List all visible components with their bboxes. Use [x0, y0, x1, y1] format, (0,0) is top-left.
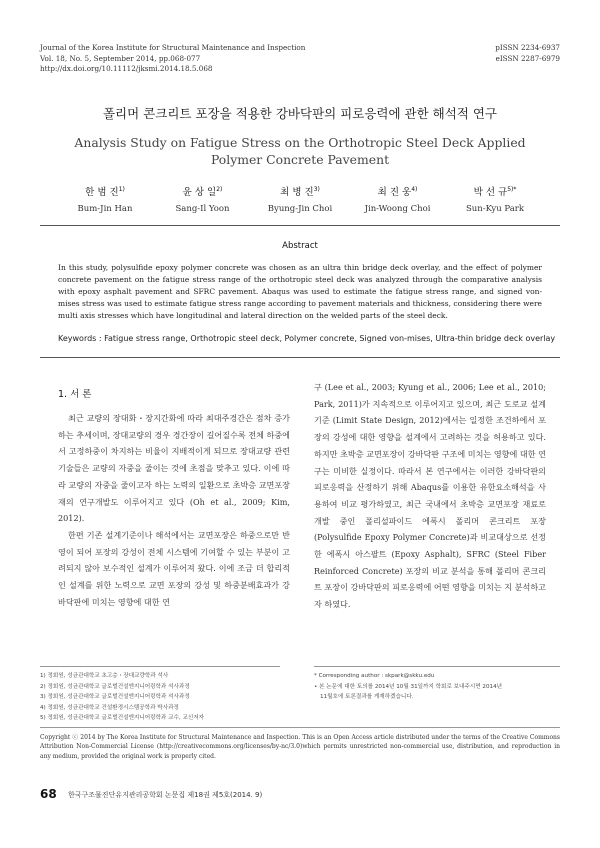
eissn: eISSN 2287-6979	[495, 53, 560, 63]
body-paragraph: 한편 기존 설계기준이나 해석에서는 교면포장은 하중으로만 반영이 되어 포장의 강성이 전체 시스템에 기여할 수 있는 부분이 고려되지 않아 보수적인 설계가 이루어져 왔다. 이에 조금 더 합리적인 설계를 위한 노력으로 교면 포장의 강성 및 하중분배효과가 강바닥판에 미치는 영향에 대한 연	[58, 529, 290, 607]
title-korean: 폴리머 콘크리트 포장을 적용한 강바닥판의 피로응력에 관한 해석적 연구	[102, 106, 498, 121]
journal-volume: Vol. 18, No. 5, September 2014, pp.068-077	[40, 53, 201, 63]
keywords: Keywords : Fatigue stress range, Orthotropic steel deck, Polymer concrete, Signed von-mises, Ultra-thin bridge deck overlay	[58, 334, 556, 343]
body-paragraph: 최근 교량의 장대화・장지간화에 따라 최대주경간은 점차 증가하는 추세이며, 장대교량의 경우 경간장이 길어질수록 전체 하중에서 고정하중이 차지하는 비율이 지배적이게 되므로 장대교량 관련 기술들은 교량의 자중을 줄이는 것에 초점을 맞추고 있다. 이에 따라 교량의 자중을 줄이고자 하는 노력의 일환으로 초박층 교면포장재의 연구개발도 이루어지고 있다 (Oh et al., 2009; Kim, 2012).	[58, 413, 290, 524]
abstract-heading: Abstract	[282, 241, 318, 251]
body-left-column	[58, 410, 290, 610]
copyright-notice: Copyright ⓒ 2014 by The Korea Institute for Structural Maintenance and Inspection. This is an Open Access article distributed under the terms of the Creative Commons Attribution Non-Commercial License (http://creativecommons.org/licenses/by-nc/3.0)which permits unrestricted non-commercial use, distribution, and reproduction in any medium, provided the original work is properly cited.	[40, 734, 560, 760]
footnote: 5) 정회원, 성균관대학교 글로벌건설엔지니어링학과 교수, 교신저자	[40, 715, 205, 721]
author	[450, 184, 540, 214]
body-paragraph: 구 (Lee et al., 2003; Kyung et al., 2006; Lee et al., 2010; Park, 2011)가 지속적으로 이루어지고 있으며, 최근 도로교 설계기준 (Limit State Design, 2012)에서는 일정한 조건하에서 포장의 강성에 대한 영향을 설계에서 고려하는 것을 허용하고 있다. 하지만 초박층 교면포장이 강바닥판 구조에 미치는 영향에 대한 연구는 미비한 실정이다. 따라서 본 연구에서는 이러한 강바닥판의 피로응력을 산정하기 위해 Abaqus를 이용한 유한요소해석을 사용하여 비교 평가하였고, 최근 국내에서 초박층 교면포장 재료로 개발 중인 폴리설파이드 에폭시 폴리머 콘크리트 포장 (Polysulfide Epoxy Polymer Concrete)과 비교대상으로 선정한 에폭시 아스팔트 (Epoxy Asphalt), SFRC (Steel Fiber Reinforced Concrete) 포장의 비교 분석을 통해 폴리머 콘크리트 포장이 강바닥판의 피로응력에 어떤 영향을 미치는 지 분석하고자 하였다.	[314, 382, 546, 610]
author-affiliation-mark: 3)	[313, 185, 320, 193]
abstract-text: In this study, polysulfide epoxy polymer concrete was chosen as an ultra thin bridge deck overlay, and the effect of polymer concrete pavement on the fatigue stress range of the orthotropic steel deck was analyzed through the comparative analysis with epoxy asphalt pavement and SFRC pavement. Abaqus was used to estimate the fatigue stress range, and signed von-mises stress was used to estimate fatigue stress range according to pavement materials and thickness, considering there were multi axis stresses which have longitudinal and lateral direction on the welded parts of the steel deck.	[58, 263, 542, 320]
title-english-line: Analysis Study on Fatigue Stress on the Orthotropic Steel Deck Applied	[74, 135, 526, 150]
author-name-ko: 윤 상 일	[182, 187, 217, 198]
issn-info	[495, 43, 560, 64]
title-english	[60, 134, 540, 168]
footer-journal-title: 한국구조물진단유지관리공학회 논문집 제18권 제5호(2014. 9)	[68, 791, 263, 799]
author-name-en: Sun-Kyu Park	[465, 204, 525, 214]
footnote: 2) 정회원, 성균관대학교 글로벌건설엔지니어링학과 석사과정	[40, 683, 190, 690]
discussion-note: • 본 논문에 대한 토의를 2014년 10월 31일까지 학회로 보내주시면 2014년	[314, 683, 503, 690]
footnote-rule-right	[314, 666, 560, 667]
author-affiliation-mark: 1)	[118, 185, 125, 193]
abstract-top-rule	[40, 225, 560, 226]
discussion-note: 11월호에 토론결과를 게재하겠습니다.	[320, 694, 414, 700]
author-list	[60, 184, 540, 214]
author-name-ko: 최 진 웅	[377, 187, 412, 198]
author-affiliation-mark: 4)	[411, 185, 418, 193]
author	[353, 184, 443, 214]
journal-info	[40, 43, 305, 75]
journal-doi[interactable]: http://dx.doi.org/10.11112/jksmi.2014.18.5.068	[40, 64, 213, 73]
journal-name: Journal of the Korea Institute for Structural Maintenance and Inspection	[40, 43, 306, 52]
author-name-ko: 한 범 진	[85, 187, 119, 198]
footnote: 3) 정회원, 성균관대학교 글로벌건설엔지니어링학과 석사과정	[40, 694, 190, 700]
author-affiliation-mark: 2)	[216, 185, 223, 193]
author-name-en: Byung-Jin Choi	[267, 204, 333, 214]
section-heading: 1. 서 론	[58, 389, 92, 400]
footnote: 1) 정회원, 성균관대학교 초고층・장대교량학과 석사	[40, 673, 169, 679]
author	[60, 184, 150, 214]
author-name-en: Sang-Il Yoon	[175, 204, 230, 214]
corresponding-author[interactable]: * Corresponding author : skpark@skku.edu	[314, 673, 435, 679]
title-english-line: Polymer Concrete Pavement	[210, 152, 390, 167]
author	[158, 184, 248, 214]
author-name-en: Jin-Woong Choi	[364, 204, 431, 214]
author-name-ko: 박 선 규	[473, 187, 508, 198]
abstract-bottom-rule	[40, 357, 560, 358]
author-name-en: Bum-Jin Han	[77, 204, 133, 214]
footnote-rule-left	[40, 666, 280, 667]
correspondence-notes	[314, 671, 554, 703]
pissn: pISSN 2234-6937	[495, 43, 560, 52]
page-number: 68	[40, 787, 57, 801]
author-name-ko: 최 병 진	[280, 187, 314, 198]
affiliation-footnotes	[40, 671, 290, 724]
author-affiliation-mark: 5)*	[507, 185, 517, 193]
copyright-rule	[40, 727, 560, 728]
footnote: 4) 정회원, 성균관대학교 건설환경시스템공학과 박사과정	[40, 704, 179, 711]
body-right-column	[314, 379, 546, 613]
author	[255, 184, 345, 214]
